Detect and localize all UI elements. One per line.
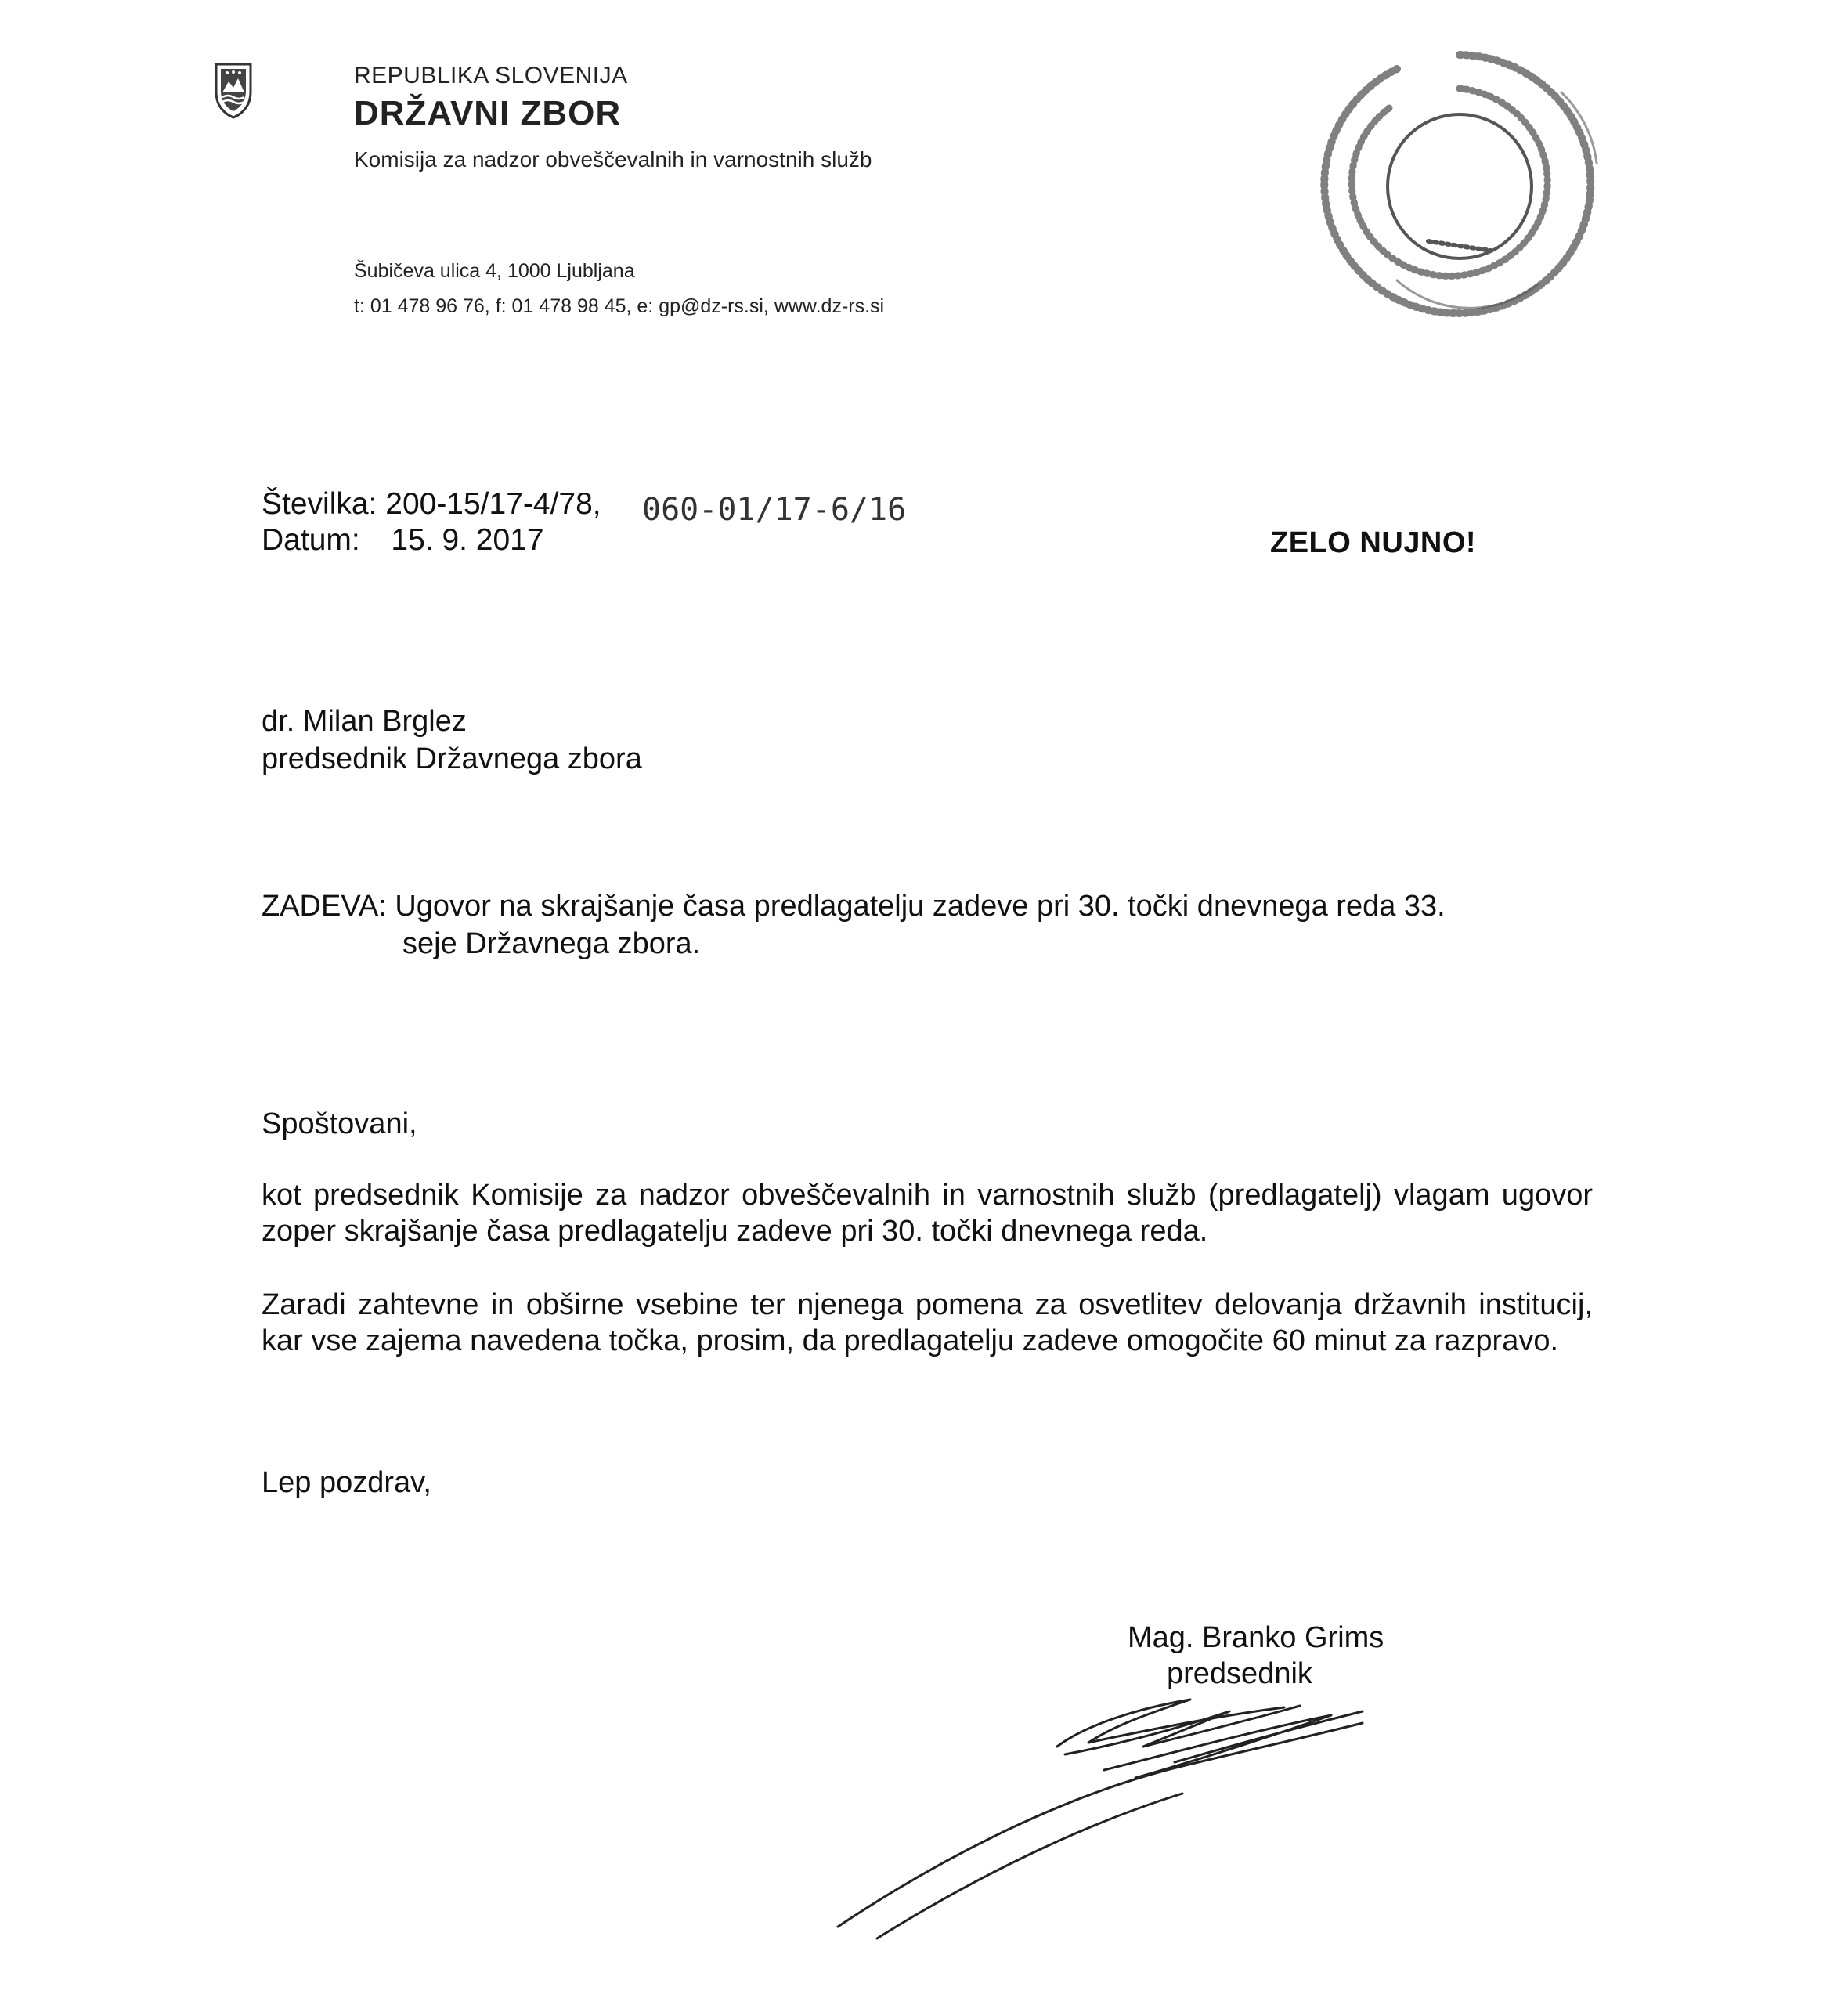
handwritten-file-number: 060-01/17-6/16 — [642, 492, 907, 528]
recipient-name: dr. Milan Brglez — [262, 705, 467, 738]
circular-received-stamp-icon — [1303, 45, 1616, 327]
body-paragraph-1: kot predsednik Komisije za nadzor obveščevalnih in varnostnih služb (predlagatelj) vlagam ugovor zoper skrajšanje časa predlagatelju zadeve pri 30. točki dnevnega reda. — [262, 1179, 1593, 1248]
closing: Lep pozdrav, — [262, 1466, 431, 1499]
reference-number-label: Številka: — [262, 487, 377, 521]
subject-line2: seje Državnega zbora. — [402, 927, 701, 960]
coat-of-arms-icon — [213, 61, 254, 119]
subject-line1: Ugovor na skrajšanje časa predlagatelju zadeve pri 30. točki dnevnega reda 33. — [395, 890, 1446, 923]
letterhead-institution: DRŽAVNI ZBOR — [354, 94, 622, 132]
recipient-title: predsednik Državnega zbora — [262, 742, 642, 775]
letterhead-commission: Komisija za nadzor obveščevalnih in varnostnih služb — [354, 147, 872, 172]
signer-name: Mag. Branko Grims — [1128, 1621, 1384, 1654]
date-value: 15. 9. 2017 — [391, 523, 544, 557]
body-paragraph-2: Zaradi zahtevne in obširne vsebine ter njenega pomena za osvetlitev delovanja državnih institucij, kar vse zajema navedena točka, prosim, da predlagatelju zadeve omogočite 60 minut za razpravo. — [262, 1288, 1593, 1357]
reference-separator: , — [592, 487, 601, 521]
subject-label: ZADEVA: — [262, 890, 387, 923]
signer-role: predsednik — [1167, 1657, 1312, 1690]
urgency-label: ZELO NUJNO! — [1270, 526, 1477, 559]
letterhead-contacts: t: 01 478 96 76, f: 01 478 98 45, e: gp@dz-rs.si, www.dz-rs.si — [354, 295, 885, 317]
reference-number: 200-15/17-4/78 — [385, 487, 593, 521]
letterhead-country: REPUBLIKA SLOVENIJA — [354, 63, 628, 89]
letterhead-address: Šubičeva ulica 4, 1000 Ljubljana — [354, 260, 635, 282]
date-label: Datum: — [262, 523, 360, 557]
handwritten-signature — [814, 1668, 1488, 1950]
salutation: Spoštovani, — [262, 1107, 417, 1140]
